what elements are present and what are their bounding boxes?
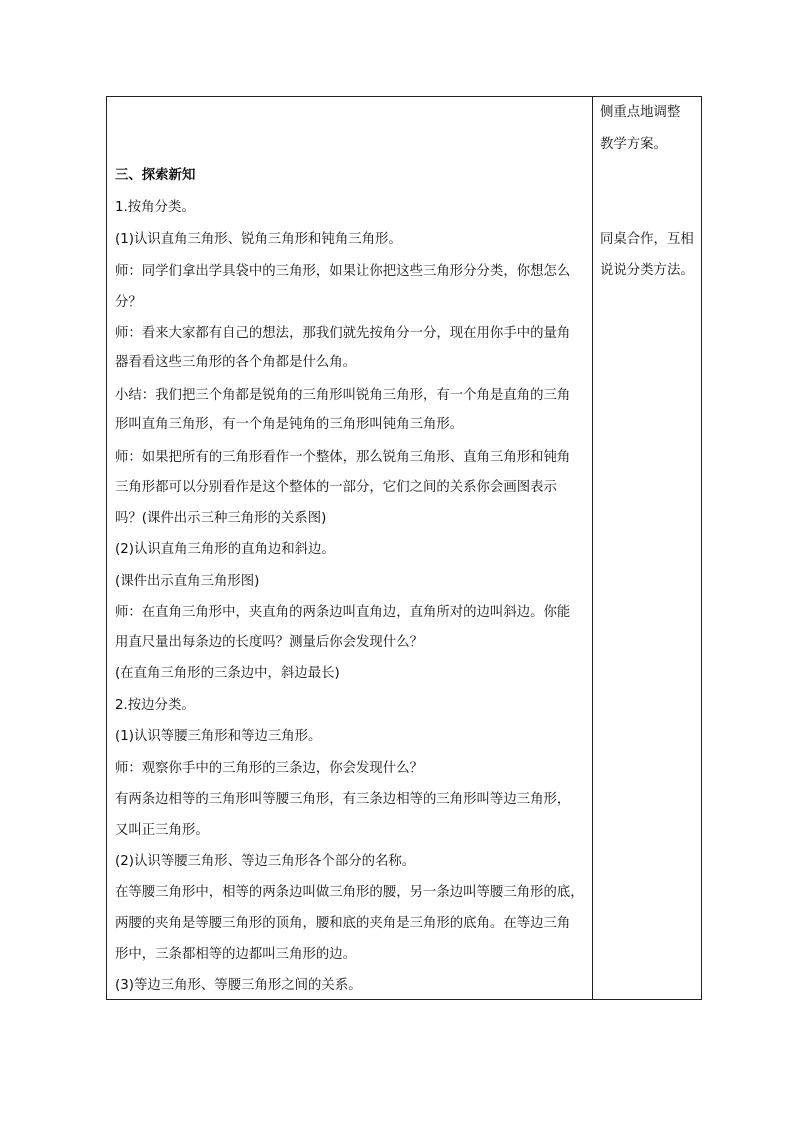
text-line: 2.按边分类。 [115,698,195,713]
text-line: (1)认识等腰三角形和等边三角形。 [115,729,322,744]
text-line: 在等腰三角形中，相等的两条边叫做三角形的腰，另一条边叫等腰三角形的底， [115,885,584,900]
text-line: 师：如果把所有的三角形看作一个整体，那么锐角三角形、直角三角形和钝角 [115,450,571,465]
text-line: (3)等边三角形、等腰三角形之间的关系。 [115,978,362,993]
text-line: 1.按角分类。 [115,200,195,215]
column-divider [592,97,593,999]
text-line: 用直尺量出每条边的长度吗？测量后你会发现什么？ [115,635,423,650]
text-line: 师：看来大家都有自己的想法，那我们就先按角分一分，现在用你手中的量角 [115,326,571,341]
text-line: (2)认识直角三角形的直角边和斜边。 [115,542,335,557]
text-line: 师：在直角三角形中，夹直角的两条边叫直角边，直角所对的边叫斜边。你能 [115,605,571,620]
text-line: (1)认识直角三角形、锐角三角形和钝角三角形。 [115,232,402,247]
text-line: 小结：我们把三个角都是锐角的三角形叫锐角三角形，有一个角是直角的三角 [115,388,571,403]
side-note-line: 同桌合作，互相 [600,232,694,247]
text-line: 师：同学们拿出学具袋中的三角形，如果让你把这些三角形分分类，你想怎么 [115,264,571,279]
text-line: (课件出示直角三角形图) [115,574,260,589]
text-line: 师：观察你手中的三角形的三条边，你会发现什么？ [115,761,423,776]
side-note-line: 教学方案。 [600,137,667,152]
section-heading: 三、探索新知 [115,168,196,183]
text-line: 又叫正三角形。 [115,823,209,838]
text-line: 三角形都可以分别看作是这个整体的一部分，它们之间的关系你会画图表示 [115,480,557,495]
side-note-line: 说说分类方法。 [600,263,694,278]
text-line: (2)认识等腰三角形、等边三角形各个部分的名称。 [115,854,416,869]
side-note-line: 侧重点地调整 [600,105,681,120]
text-line: 两腰的夹角是等腰三角形的顶角，腰和底的夹角是三角形的底角。在等边三角 [115,916,571,931]
text-line: 有两条边相等的三角形叫等腰三角形，有三条边相等的三角形叫等边三角形， [115,792,571,807]
lesson-table [106,96,702,1000]
text-line: 形中，三条都相等的边都叫三角形的边。 [115,947,357,962]
text-line: 器看看这些三角形的各个角都是什么角。 [115,355,357,370]
text-line: 分？ [115,295,142,310]
text-line: (在直角三角形的三条边中，斜边最长) [115,666,340,681]
text-line: 吗？(课件出示三种三角形的关系图) [115,511,327,526]
text-line: 形叫直角三角形，有一个角是钝角的三角形叫钝角三角形。 [115,417,464,432]
